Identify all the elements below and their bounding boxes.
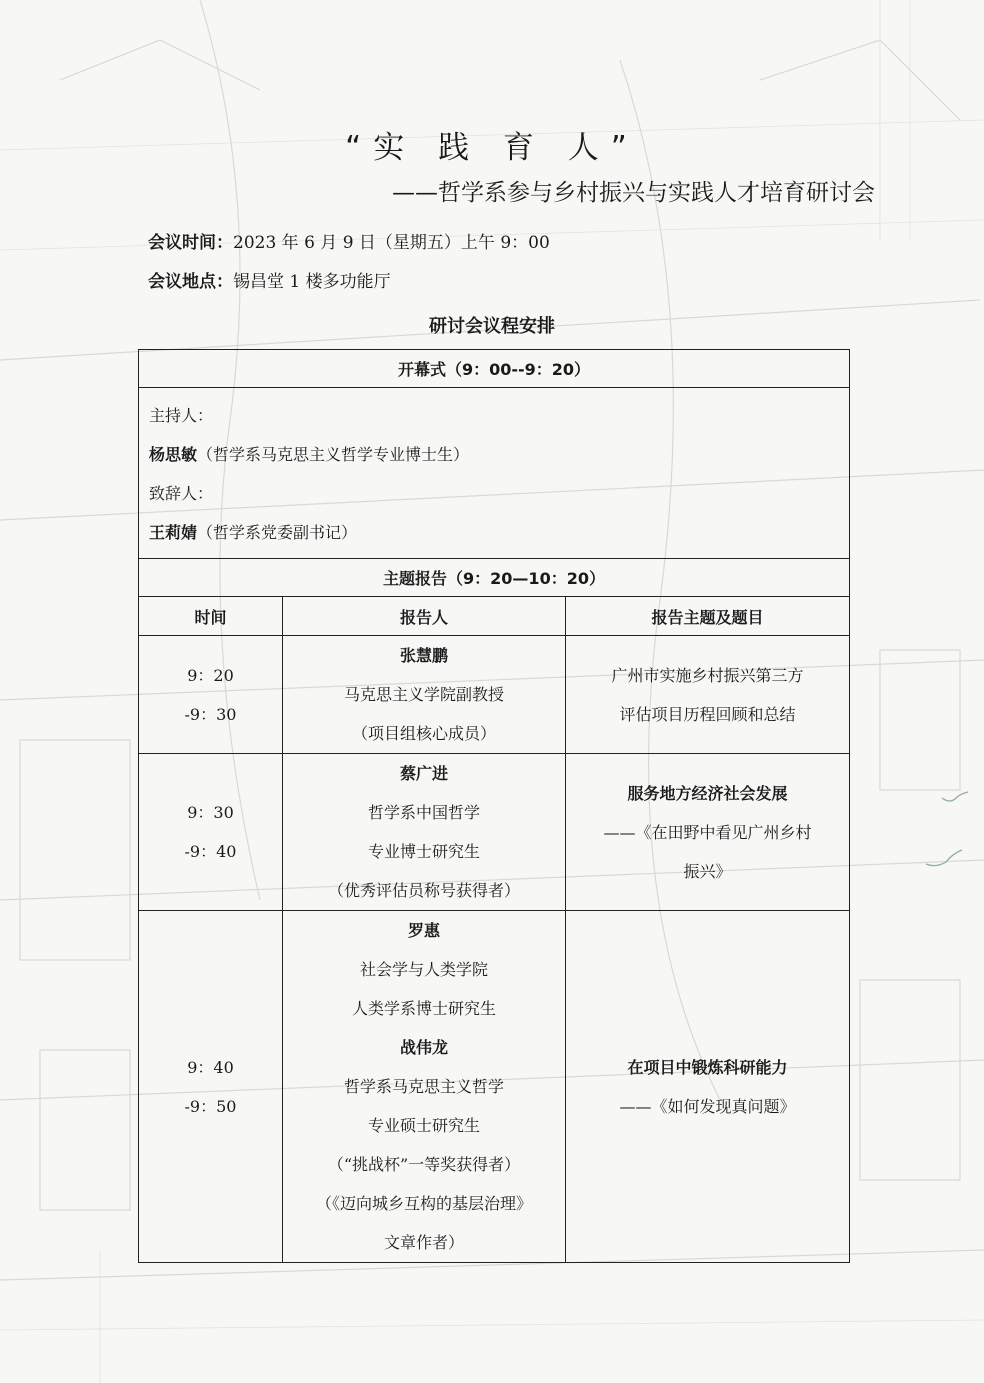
speech-desc: （哲学系党委副书记） <box>197 523 358 542</box>
topic-line: ——《如何发现真问题》 <box>619 1096 796 1116</box>
speaker-name: 战伟龙 <box>399 1038 448 1057</box>
topic-line: 评估项目历程回顾和总结 <box>619 704 796 724</box>
speech-label: 致辞人： <box>149 484 214 503</box>
speaker-cell <box>283 636 566 754</box>
speech-line <box>149 513 839 552</box>
speaker-detail: 人类学系博士研究生 <box>351 999 496 1018</box>
time-end: -9：50 <box>184 1096 237 1116</box>
speaker-name: 罗惠 <box>407 921 440 940</box>
meeting-time <box>148 228 550 253</box>
speaker-detail: （优秀评估员称号获得者） <box>327 881 520 900</box>
meeting-time-label: 会议时间： <box>148 233 233 253</box>
topic-cell <box>566 636 850 754</box>
host-label: 主持人： <box>149 406 214 425</box>
col-header-speaker: 报告人 <box>283 597 566 636</box>
topic-line: 广州市实施乡村振兴第三方 <box>611 665 804 685</box>
opening-header: 开幕式（9：00--9：20） <box>139 350 850 388</box>
speaker-detail: （《迈向城乡互构的基层治理》 <box>315 1194 532 1213</box>
time-cell <box>139 754 283 911</box>
document-title: “实 践 育 人” <box>345 130 639 166</box>
time-start: 9：20 <box>187 665 234 685</box>
time-end: -9：40 <box>184 842 237 861</box>
host-desc: （哲学系马克思主义哲学专业博士生） <box>197 445 470 464</box>
meeting-time-value: 2023 年 6 月 9 日（星期五）上午 9：00 <box>233 233 550 253</box>
speech-name: 王莉婧 <box>149 523 198 542</box>
speaker-detail: （“挑战杯”一等奖获得者） <box>327 1155 521 1174</box>
agenda-table <box>138 349 850 1263</box>
time-start: 9：40 <box>187 1057 234 1077</box>
opening-row <box>139 388 850 559</box>
topic-cell <box>566 754 850 911</box>
speaker-detail: 专业博士研究生 <box>367 842 480 861</box>
speaker-detail: 文章作者） <box>383 1233 464 1252</box>
speaker-cell <box>283 754 566 911</box>
topic-title: 服务地方经济社会发展 <box>627 783 788 803</box>
meeting-place-label: 会议地点： <box>148 272 233 292</box>
agenda-heading: 研讨会议程安排 <box>429 316 555 337</box>
document-subtitle: ——哲学系参与乡村振兴与实践人才培育研讨会 <box>392 180 875 206</box>
topic-title: 在项目中锻炼科研能力 <box>627 1057 788 1077</box>
opening-header-row <box>139 350 850 388</box>
topic-line: ——《在田野中看见广州乡村 <box>603 822 812 842</box>
meeting-place-value: 锡昌堂 1 楼多功能厅 <box>233 272 391 292</box>
table-row <box>139 911 850 1263</box>
speaker-detail: 哲学系马克思主义哲学 <box>343 1077 504 1096</box>
host-name: 杨思敏 <box>149 445 198 464</box>
time-cell <box>139 636 283 754</box>
speaker-detail: （项目组核心成员） <box>351 724 496 743</box>
table-row <box>139 754 850 911</box>
time-cell <box>139 911 283 1263</box>
speaker-name: 张慧鹏 <box>399 646 448 665</box>
topic-cell <box>566 911 850 1263</box>
time-end: -9：30 <box>184 704 237 724</box>
speaker-detail: 专业硕士研究生 <box>367 1116 480 1135</box>
speaker-detail: 哲学系中国哲学 <box>367 803 480 822</box>
opening-details <box>139 388 850 559</box>
speaker-detail: 马克思主义学院副教授 <box>343 685 504 704</box>
col-header-topic: 报告主题及题目 <box>566 597 850 636</box>
speaker-name: 蔡广进 <box>399 764 448 783</box>
reports-header-row <box>139 559 850 597</box>
time-start: 9：30 <box>187 803 234 822</box>
meeting-place <box>148 267 391 292</box>
speaker-cell <box>283 911 566 1263</box>
speaker-detail: 社会学与人类学院 <box>359 960 488 979</box>
col-header-time: 时间 <box>139 597 283 636</box>
host-line <box>149 435 839 474</box>
table-row <box>139 636 850 754</box>
column-header-row <box>139 597 850 636</box>
reports-header: 主题报告（9：20—10：20） <box>139 559 850 597</box>
topic-line: 振兴》 <box>683 861 732 881</box>
